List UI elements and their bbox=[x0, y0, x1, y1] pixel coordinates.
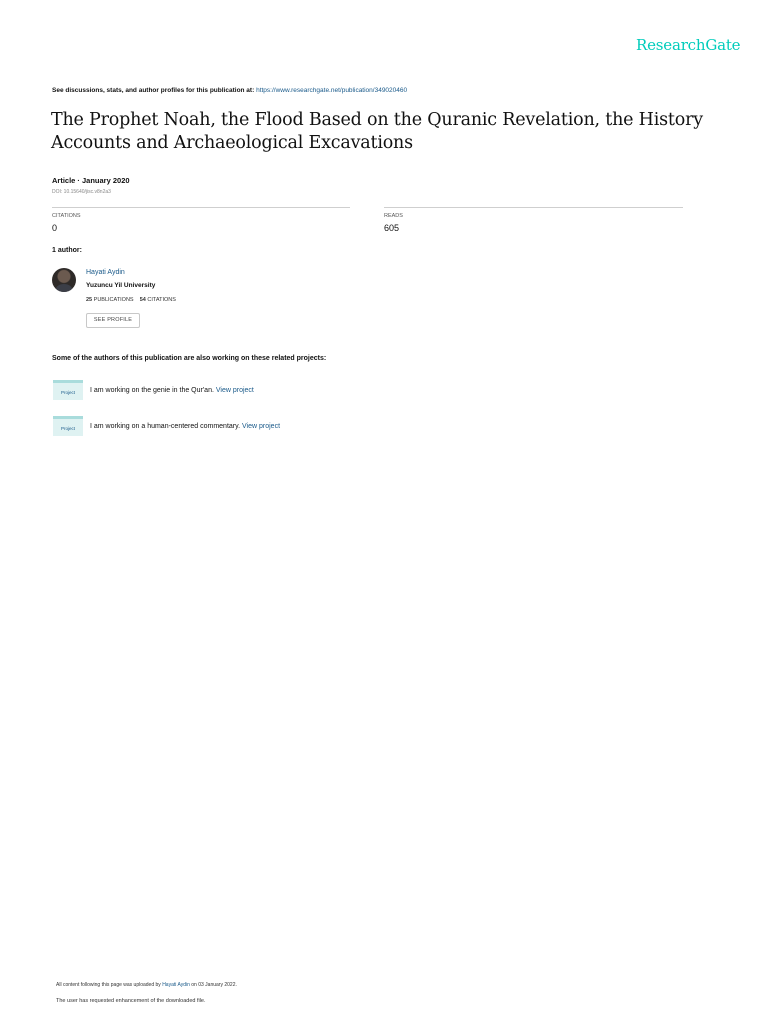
author-name-link[interactable]: Hayati Aydin bbox=[86, 269, 125, 276]
project-folder-icon: Project bbox=[53, 416, 83, 436]
project-text: I am working on a human-centered commentary. bbox=[90, 423, 241, 430]
view-project-link[interactable]: View project bbox=[215, 387, 254, 394]
researchgate-logo[interactable]: ResearchGate bbox=[636, 36, 741, 54]
citations-value: 0 bbox=[52, 223, 58, 233]
author-avatar[interactable] bbox=[52, 268, 76, 292]
project-item bbox=[90, 423, 280, 430]
count-separator bbox=[135, 297, 138, 303]
authors-heading: 1 author: bbox=[52, 247, 82, 254]
upload-suffix: on 03 January 2022. bbox=[191, 982, 237, 988]
article-type-date: Article · January 2020 bbox=[52, 176, 130, 185]
publications-count: 25 bbox=[86, 297, 93, 303]
upload-prefix: All content following this page was uploaded by bbox=[56, 982, 161, 988]
publications-label: PUBLICATIONS bbox=[93, 297, 134, 303]
view-project-link[interactable]: View project bbox=[242, 423, 281, 430]
author-affiliation: Yuzuncu Yil University bbox=[86, 282, 156, 289]
see-profile-button[interactable]: SEE PROFILE bbox=[86, 313, 140, 328]
uploader-link[interactable]: Hayati Aydin bbox=[162, 982, 190, 988]
citations-divider bbox=[52, 207, 350, 208]
upload-note bbox=[56, 982, 237, 988]
see-discussions-text: See discussions, stats, and author profiles for this publication at: bbox=[52, 87, 255, 94]
reads-label: READS bbox=[384, 213, 403, 219]
citations-label: CITATIONS bbox=[52, 213, 81, 219]
publication-title: The Prophet Noah, the Flood Based on the Quranic Revelation, the History Accounts and Archaeological Excavations bbox=[51, 110, 703, 153]
author-citations-label: CITATIONS bbox=[147, 297, 176, 303]
author-counts bbox=[86, 297, 176, 303]
related-projects-heading: Some of the authors of this publication are also working on these related projects: bbox=[52, 355, 327, 362]
enhancement-note: The user has requested enhancement of the downloaded file. bbox=[56, 998, 206, 1004]
project-text: I am working on the genie in the Qur'an. bbox=[90, 387, 214, 394]
project-folder-icon: Project bbox=[53, 380, 83, 400]
doi: DOI: 10.15640/jisc.v8n2a3 bbox=[52, 189, 111, 195]
see-discussions-line bbox=[52, 87, 407, 94]
publication-url-link[interactable]: https://www.researchgate.net/publication/349020460 bbox=[256, 87, 408, 94]
author-citations-count: 54 bbox=[139, 297, 146, 303]
reads-value: 605 bbox=[384, 223, 400, 233]
reads-divider bbox=[384, 207, 683, 208]
project-item bbox=[90, 387, 254, 394]
